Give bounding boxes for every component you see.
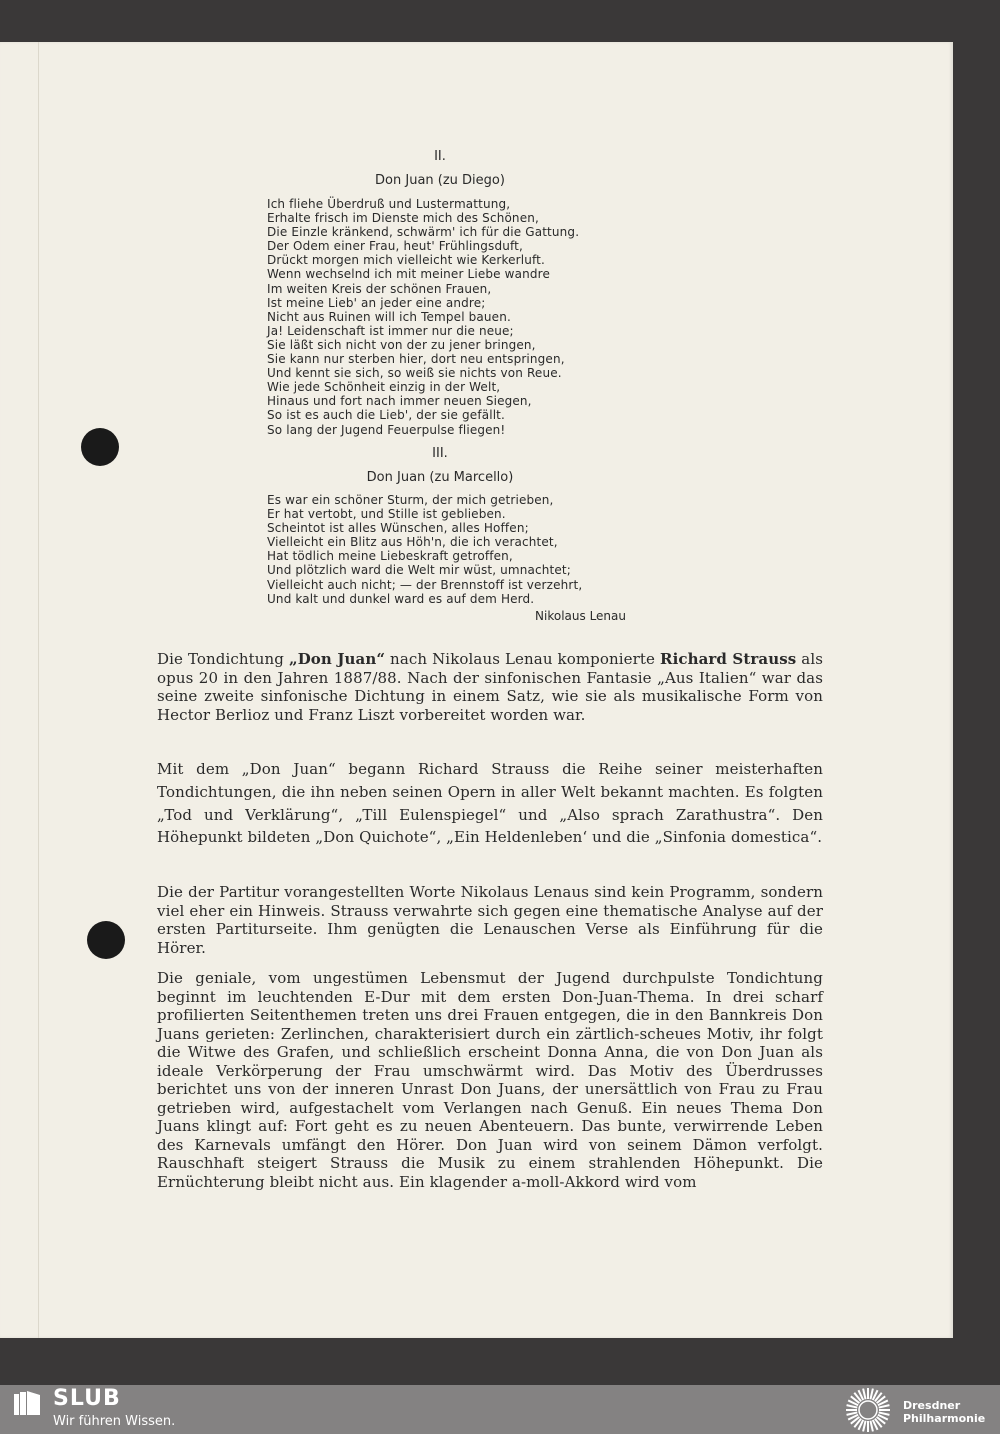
sunburst-icon[interactable] (843, 1387, 893, 1433)
poem-line: Er hat vertobt, und Stille ist geblieben. (267, 507, 506, 522)
book-stack-icon[interactable] (14, 1391, 40, 1415)
poem-line: Der Odem einer Frau, heut' Frühlingsduft, (267, 239, 523, 254)
poem-author: Nikolaus Lenau (535, 609, 626, 623)
poem-line: So ist es auch die Lieb', der sie gefällt. (267, 408, 505, 423)
prose-paragraph: Die der Partitur vorangestellten Worte Nikolaus Lenaus sind kein Programm, sondern viel eher ein Hinweis. Strauss verwahrte sich gegen eine thematische Analyse auf der ersten Partiturseite. Ihm genügten die Lenauschen Verse als Einführung für die Hörer. (157, 883, 823, 957)
prose-text: nach Nikolaus Lenau komponierte (385, 650, 660, 668)
poem-line: Hat tödlich meine Liebeskraft getroffen, (267, 549, 513, 564)
poem-line: Die Einzle kränkend, schwärm' ich für die Gattung. (267, 225, 580, 240)
poem-line: Sie läßt sich nicht von der zu jener bringen, (267, 337, 536, 352)
poem-line: Sie kann nur sterben hier, dort neu entspringen, (267, 352, 565, 367)
poem-line: Wenn wechselnd ich mit meiner Liebe wandre (267, 267, 550, 282)
punch-hole (87, 921, 125, 959)
poem-line: Hinaus und fort nach immer neuen Siegen, (267, 394, 532, 409)
slub-tagline: Wir führen Wissen. (53, 1414, 176, 1429)
poem-heading: Don Juan (zu Diego) (375, 173, 505, 188)
poem-line: Es war ein schöner Sturm, der mich getrieben, (267, 493, 554, 507)
poem-line: Erhalte frisch im Dienste mich des Schönen, (267, 211, 539, 226)
prose-paragraph: Mit dem „Don Juan“ begann Richard Strauss die Reihe seiner meisterhaften Tondichtungen, die ihn neben seinen Opern in aller Welt bekannt machten. Es folgten „Tod und Verklärung“, „Till Eulenspiegel“ und „Also sprach Zarathustra“. Den Höhepunkt bildeten „Don Quichote“, „Ein Heldenleben‘ und die „Sinfonia domestica“. (157, 760, 823, 847)
poem-line: Und kalt und dunkel ward es auf dem Herd. (267, 591, 535, 606)
poem-stanza (267, 493, 647, 606)
document-page (0, 42, 953, 1338)
prose-paragraph (157, 650, 823, 724)
poem-heading: Don Juan (zu Marcello) (366, 470, 514, 485)
prose-bold: Richard Strauss (660, 650, 797, 668)
poem-line: Ich fliehe Überdruß und Lustermattung, (267, 197, 511, 211)
section-number: II. (434, 149, 446, 164)
poem-line: Nicht aus Ruinen will ich Tempel bauen. (267, 309, 511, 324)
poem-line: Ist meine Lieb' an jeder eine andre; (267, 295, 486, 310)
prose-text: Die Tondichtung (157, 650, 289, 668)
footer-bar (0, 1385, 1000, 1434)
page-fold-line (38, 42, 39, 1338)
prose-paragraph: Die geniale, vom ungestümen Lebensmut der Jugend durchpulste Tondichtung beginnt im leuchtenden E-Dur mit dem ersten Don-Juan-Thema. In drei scharf profilierten Seitenthemen treten uns drei Frauen entgegen, die in den Bannkreis Don Juans gerieten: Zerlinchen, charakterisiert durch ein zärtlich-scheues Motiv, ihr folgt die Witwe des Grafen, und schließlich erscheint Donna Anna, die von Don Juan als ideale Verkörperung der Frau umschwärmt wird. Das Motiv des Überdrusses berichtet uns von der inneren Unrast Don Juans, der unersättlich von Frau zu Frau getrieben wird, aufgestachelt vom Verlangen nach Genuß. Ein neues Thema Don Juans klingt auf: Fort geht es zu neuen Abenteuern. Das bunte, verwirrende Leben des Karnevals umfängt den Hörer. Don Juan wird von seinem Dämon verfolgt. Rauschhaft steigert Strauss die Musik zu einem strahlenden Höhepunkt. Die Ernüchterung bleibt nicht aus. Ein klagender a-moll-Akkord wird vom (157, 969, 823, 1191)
poem-line: Vielleicht auch nicht; — der Brennstoff ist verzehrt, (267, 577, 583, 592)
poem-line: Drückt morgen mich vielleicht wie Kerkerluft. (267, 253, 545, 268)
poem-line: Und kennt sie sich, so weiß sie nichts von Reue. (267, 366, 562, 381)
poem-line: Ja! Leidenschaft ist immer nur die neue; (267, 323, 514, 338)
section-number: III. (432, 446, 448, 461)
prose-bold: „Don Juan“ (288, 650, 386, 668)
poem-stanza (267, 197, 647, 437)
partner-name-line: Dresdner (903, 1399, 961, 1412)
slub-title[interactable]: SLUB (53, 1386, 121, 1411)
partner-name[interactable] (903, 1399, 985, 1425)
punch-hole (81, 428, 119, 466)
prose-text: als opus 20 in den Jahren 1887/88. Nach der sinfonischen Fantasie „Aus Italien“ war das seine zweite sinfonische Dichtung in einem Satz, wie sie als musikalische Form von Hector Berlioz und Franz Liszt vorbereitet worden war. (157, 650, 824, 724)
poem-line: Im weiten Kreis der schönen Frauen, (267, 281, 492, 296)
poem-line: So lang der Jugend Feuerpulse fliegen! (267, 422, 506, 437)
poem-line: Vielleicht ein Blitz aus Höh'n, die ich verachtet, (267, 535, 558, 550)
poem-line: Und plötzlich ward die Welt mir wüst, umnachtet; (267, 563, 571, 578)
poem-line: Wie jede Schönheit einzig in der Welt, (267, 380, 501, 395)
partner-name-line: Philharmonie (903, 1412, 986, 1425)
poem-line: Scheintot ist alles Wünschen, alles Hoffen; (267, 521, 529, 536)
